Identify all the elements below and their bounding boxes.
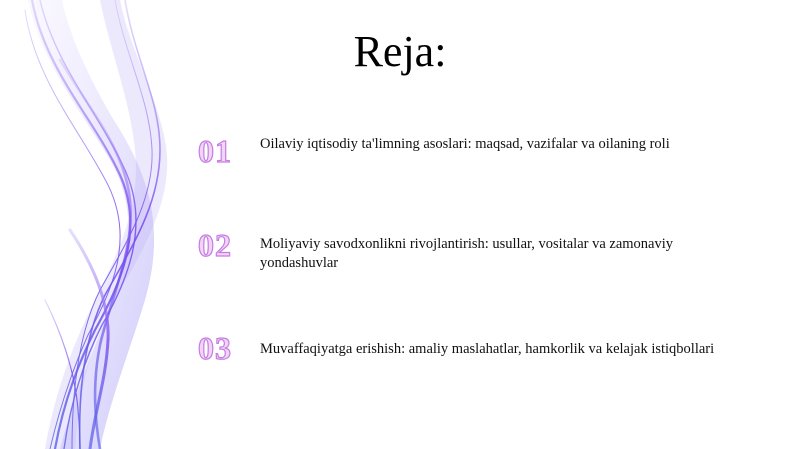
agenda-number: 01 <box>198 133 232 169</box>
agenda-text: Muvaffaqiyatga erishish: amaliy maslahatlar, hamkorlik va kelajak istiqbollari <box>260 341 715 357</box>
agenda-item-1 <box>198 133 758 183</box>
agenda-number: 03 <box>198 330 232 366</box>
slide-title: Reja: <box>353 27 447 76</box>
agenda-item-3 <box>198 330 758 380</box>
agenda-number: 02 <box>198 227 232 263</box>
agenda-item-2 <box>198 227 758 277</box>
agenda-text: Moliyaviy savodxonlikni rivojlantirish: usullar, vositalar va zamonaviy yondashuvlar <box>260 236 674 271</box>
agenda-text: Oilaviy iqtisodiy ta'limning asoslari: maqsad, vazifalar va oilaning roli <box>260 136 670 152</box>
purple-smoke-ribbon-decoration <box>0 0 200 449</box>
